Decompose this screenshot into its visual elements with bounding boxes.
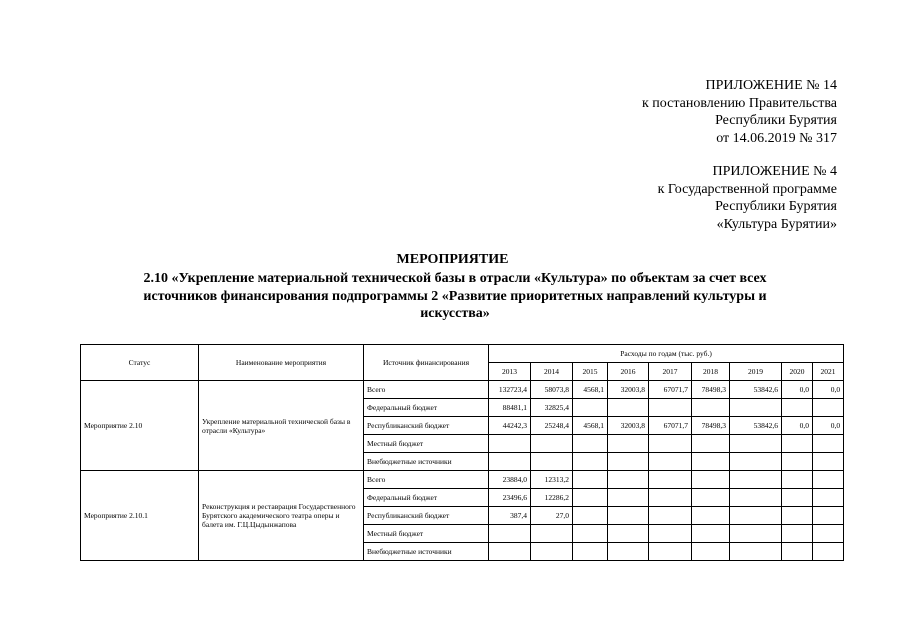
- value-cell: [608, 471, 649, 489]
- value-cell: [782, 435, 813, 453]
- header-name: Наименование мероприятия: [199, 345, 364, 381]
- year-header: 2016: [608, 363, 649, 381]
- appendix-14-line: ПРИЛОЖЕНИЕ № 14: [705, 78, 837, 93]
- value-cell: [730, 489, 782, 507]
- status-cell: Мероприятие 2.10.1: [81, 471, 199, 561]
- value-cell: [649, 453, 692, 471]
- document-subtitle: [110, 270, 800, 323]
- value-cell: 32003,8: [608, 381, 649, 399]
- value-cell: 12286,2: [531, 489, 573, 507]
- value-cell: [782, 399, 813, 417]
- source-cell: Внебюджетные источники: [364, 543, 489, 561]
- source-cell: Всего: [364, 381, 489, 399]
- value-cell: [730, 399, 782, 417]
- year-header: 2017: [649, 363, 692, 381]
- value-cell: [573, 489, 608, 507]
- value-cell: 32825,4: [531, 399, 573, 417]
- value-cell: [531, 525, 573, 543]
- status-cell: Мероприятие 2.10: [81, 381, 199, 471]
- value-cell: [692, 489, 730, 507]
- year-header: 2013: [489, 363, 531, 381]
- value-cell: [531, 435, 573, 453]
- value-cell: [649, 507, 692, 525]
- value-cell: [692, 453, 730, 471]
- value-cell: [531, 453, 573, 471]
- value-cell: [782, 507, 813, 525]
- measure-name-cell: Укрепление материальной технической базы в отрасли «Культура»: [199, 381, 364, 471]
- header-source: Источник финансирования: [364, 345, 489, 381]
- value-cell: [649, 489, 692, 507]
- value-cell: 0,0: [813, 417, 844, 435]
- value-cell: [730, 453, 782, 471]
- value-cell: [782, 525, 813, 543]
- value-cell: [608, 525, 649, 543]
- year-header: 2014: [531, 363, 573, 381]
- value-cell: [782, 453, 813, 471]
- table-row: [81, 471, 844, 489]
- value-cell: [608, 543, 649, 561]
- value-cell: [649, 543, 692, 561]
- appendix-4-line: «Культура Бурятии»: [716, 216, 837, 232]
- year-header: 2020: [782, 363, 813, 381]
- source-cell: Местный бюджет: [364, 525, 489, 543]
- year-header: 2015: [573, 363, 608, 381]
- subtitle-line: искусства»: [420, 306, 490, 321]
- value-cell: [608, 399, 649, 417]
- value-cell: 0,0: [782, 381, 813, 399]
- value-cell: 23884,0: [489, 471, 531, 489]
- expenses-table: [80, 344, 844, 561]
- value-cell: [573, 543, 608, 561]
- value-cell: 58073,8: [531, 381, 573, 399]
- appendix-14-line: к постановлению Правительства: [641, 95, 837, 111]
- value-cell: [730, 471, 782, 489]
- value-cell: [813, 525, 844, 543]
- appendix-4-line: ПРИЛОЖЕНИЕ № 4: [712, 164, 837, 179]
- value-cell: [782, 471, 813, 489]
- value-cell: [730, 435, 782, 453]
- value-cell: [692, 543, 730, 561]
- value-cell: [813, 489, 844, 507]
- header-row: [81, 345, 844, 363]
- value-cell: [573, 435, 608, 453]
- value-cell: [531, 543, 573, 561]
- value-cell: [730, 543, 782, 561]
- value-cell: [489, 525, 531, 543]
- value-cell: [692, 435, 730, 453]
- value-cell: [489, 435, 531, 453]
- value-cell: 53842,6: [730, 417, 782, 435]
- value-cell: [573, 471, 608, 489]
- value-cell: [489, 453, 531, 471]
- value-cell: [608, 489, 649, 507]
- source-cell: Республиканский бюджет: [364, 507, 489, 525]
- value-cell: 23496,6: [489, 489, 531, 507]
- value-cell: [573, 525, 608, 543]
- value-cell: 78498,3: [692, 381, 730, 399]
- value-cell: [489, 543, 531, 561]
- value-cell: [782, 543, 813, 561]
- value-cell: [608, 435, 649, 453]
- value-cell: 78498,3: [692, 417, 730, 435]
- value-cell: [573, 399, 608, 417]
- header-status: Статус: [81, 345, 199, 381]
- value-cell: [813, 543, 844, 561]
- source-cell: Всего: [364, 471, 489, 489]
- value-cell: 44242,3: [489, 417, 531, 435]
- appendix-4-block: [658, 163, 837, 233]
- source-cell: Местный бюджет: [364, 435, 489, 453]
- value-cell: [782, 489, 813, 507]
- value-cell: [692, 471, 730, 489]
- value-cell: [813, 471, 844, 489]
- table-row: [81, 381, 844, 399]
- value-cell: [730, 525, 782, 543]
- value-cell: 88481,1: [489, 399, 531, 417]
- value-cell: 32003,8: [608, 417, 649, 435]
- value-cell: [649, 435, 692, 453]
- value-cell: [692, 399, 730, 417]
- appendix-14-line: Республики Бурятия: [715, 113, 837, 128]
- year-header: 2021: [813, 363, 844, 381]
- value-cell: [608, 453, 649, 471]
- appendix-4-line: к Государственной программе: [657, 181, 837, 197]
- appendix-4-line: Республики Бурятия: [715, 199, 837, 214]
- year-header: 2018: [692, 363, 730, 381]
- source-cell: Федеральный бюджет: [364, 489, 489, 507]
- value-cell: [813, 453, 844, 471]
- appendix-14-line: от 14.06.2019 № 317: [716, 130, 837, 146]
- value-cell: [573, 453, 608, 471]
- value-cell: 0,0: [782, 417, 813, 435]
- value-cell: 4568,1: [573, 381, 608, 399]
- value-cell: [730, 507, 782, 525]
- value-cell: 67071,7: [649, 417, 692, 435]
- year-header: 2019: [730, 363, 782, 381]
- value-cell: [608, 507, 649, 525]
- value-cell: [813, 435, 844, 453]
- value-cell: [649, 471, 692, 489]
- value-cell: [813, 399, 844, 417]
- value-cell: [573, 507, 608, 525]
- header-expenses: Расходы по годам (тыс. руб.): [489, 345, 844, 363]
- value-cell: 53842,6: [730, 381, 782, 399]
- source-cell: Внебюджетные источники: [364, 453, 489, 471]
- value-cell: 387,4: [489, 507, 531, 525]
- value-cell: 0,0: [813, 381, 844, 399]
- subtitle-line: источников финансирования подпрограммы 2 «Развитие приоритетных направлений культуры и: [143, 288, 767, 304]
- value-cell: [649, 399, 692, 417]
- source-cell: Республиканский бюджет: [364, 417, 489, 435]
- value-cell: [649, 525, 692, 543]
- value-cell: 12313,2: [531, 471, 573, 489]
- subtitle-line: 2.10 «Укрепление материальной технической базы в отрасли «Культура» по объектам за счет всех: [143, 271, 767, 286]
- value-cell: [813, 507, 844, 525]
- value-cell: 25248,4: [531, 417, 573, 435]
- document-title: МЕРОПРИЯТИЕ: [396, 252, 509, 267]
- value-cell: 132723,4: [489, 381, 531, 399]
- value-cell: [692, 525, 730, 543]
- source-cell: Федеральный бюджет: [364, 399, 489, 417]
- value-cell: 27,0: [531, 507, 573, 525]
- value-cell: 4568,1: [573, 417, 608, 435]
- measure-name-cell: Реконструкция и реставрация Государственного Бурятского академического театра оперы и балета им. Г.Ц.Цыдынжапова: [199, 471, 364, 561]
- value-cell: [692, 507, 730, 525]
- value-cell: 67071,7: [649, 381, 692, 399]
- appendix-14-block: [642, 77, 837, 147]
